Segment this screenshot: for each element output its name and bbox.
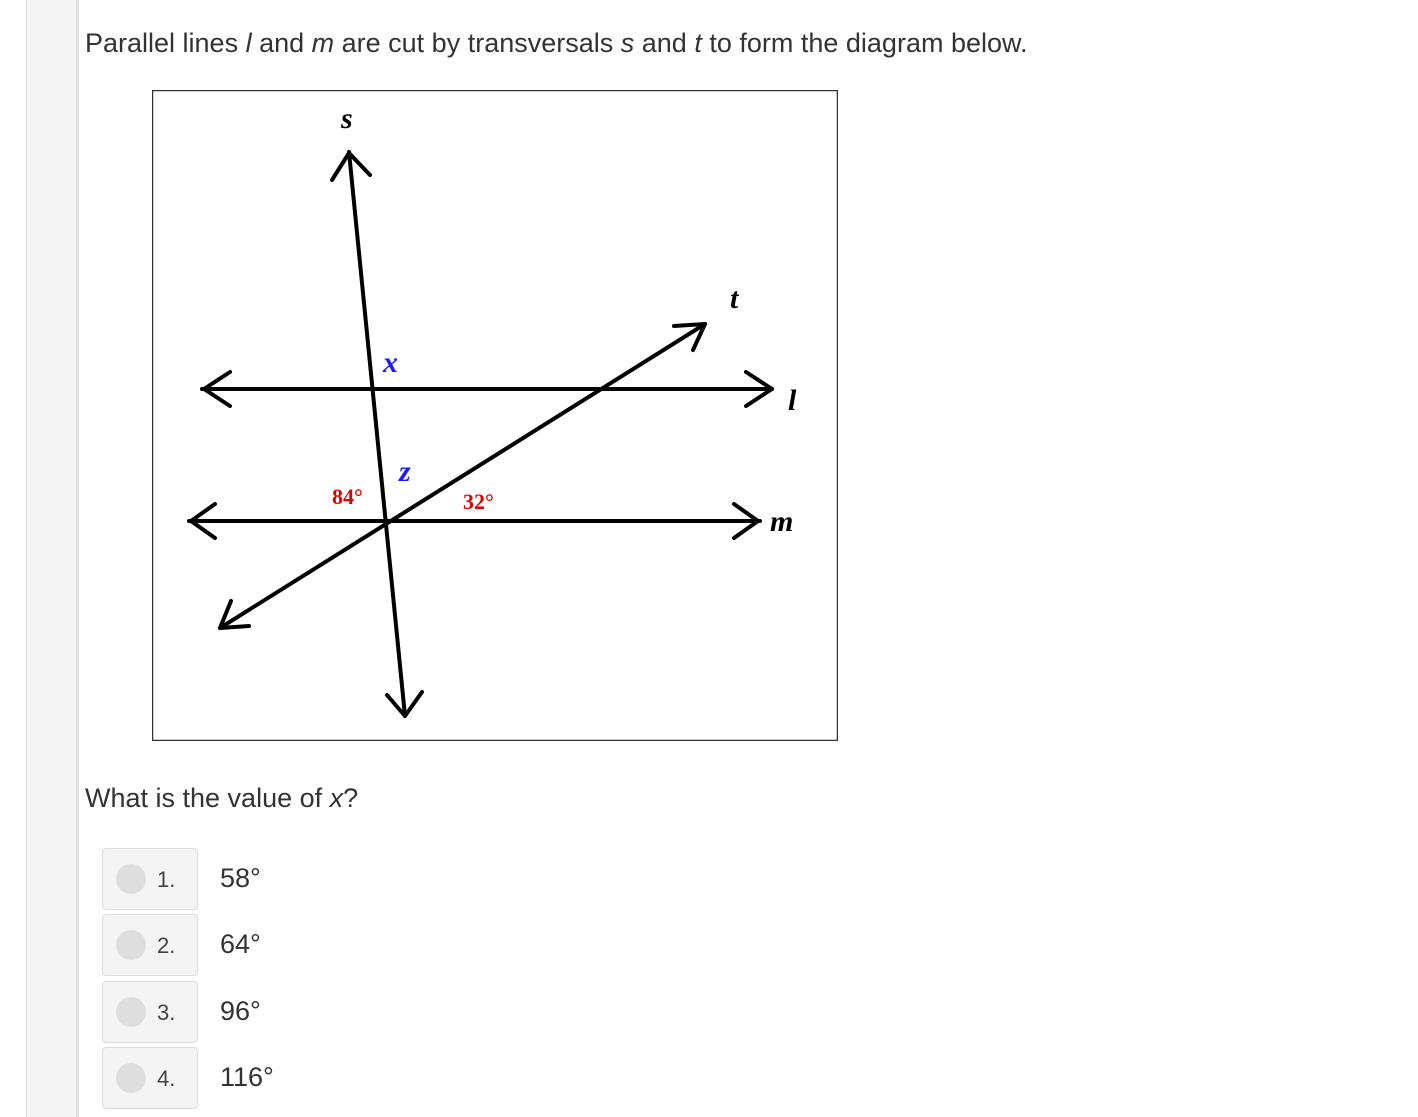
choice-number: 1.: [157, 867, 176, 892]
choice-value: 96°: [220, 996, 261, 1026]
choice-value: 116°: [220, 1062, 274, 1092]
choice-number: 2.: [157, 933, 176, 958]
prompt-text-part: ?: [343, 783, 359, 813]
label-s: s: [341, 102, 353, 135]
diagram-frame: [153, 91, 838, 741]
label-l: l: [788, 384, 797, 417]
choice-3-selector[interactable]: [102, 981, 198, 1043]
variable-l: l: [245, 28, 252, 58]
answer-choice-4[interactable]: [102, 1047, 502, 1109]
radio-button-3[interactable]: [116, 997, 146, 1027]
radio-button-4[interactable]: [116, 1063, 146, 1093]
answer-choice-1[interactable]: [102, 848, 502, 910]
question-text-part: to form the diagram below.: [701, 28, 1028, 58]
prompt-variable-x: x: [329, 783, 344, 813]
radio-button-1[interactable]: [116, 864, 146, 894]
question-text-part: and: [251, 28, 312, 58]
variable-m: m: [311, 28, 335, 58]
choice-1-selector[interactable]: [102, 848, 198, 910]
radio-button-2[interactable]: [116, 930, 146, 960]
label-t: t: [730, 282, 739, 315]
question-text-part: are cut by transversals: [334, 28, 621, 58]
choice-value: 58°: [220, 863, 261, 893]
question-text: [85, 26, 1028, 60]
answer-choice-3[interactable]: [102, 981, 502, 1043]
variable-s: s: [620, 28, 635, 58]
geometry-diagram: [152, 90, 838, 741]
angle-32-label: 32°: [463, 489, 494, 514]
label-z: z: [399, 455, 411, 488]
angle-84-label: 84°: [332, 484, 363, 509]
label-m: m: [770, 505, 794, 538]
answer-choice-2[interactable]: [102, 914, 502, 976]
question-text-part: and: [634, 28, 695, 58]
choice-number: 4.: [157, 1066, 176, 1091]
content-divider: [76, 0, 79, 1117]
choice-number: 3.: [157, 1000, 176, 1025]
choice-value: 64°: [220, 929, 261, 959]
question-text-part: Parallel lines: [85, 28, 246, 58]
left-gutter: [0, 0, 26, 1117]
left-panel: [26, 0, 77, 1117]
prompt-text-part: What is the value of: [85, 783, 330, 813]
variable-t: t: [694, 28, 702, 58]
prompt-text: [85, 781, 358, 815]
choice-2-selector[interactable]: [102, 914, 198, 976]
diagram-svg: [152, 90, 838, 741]
label-x: x: [383, 346, 398, 379]
choice-4-selector[interactable]: [102, 1047, 198, 1109]
